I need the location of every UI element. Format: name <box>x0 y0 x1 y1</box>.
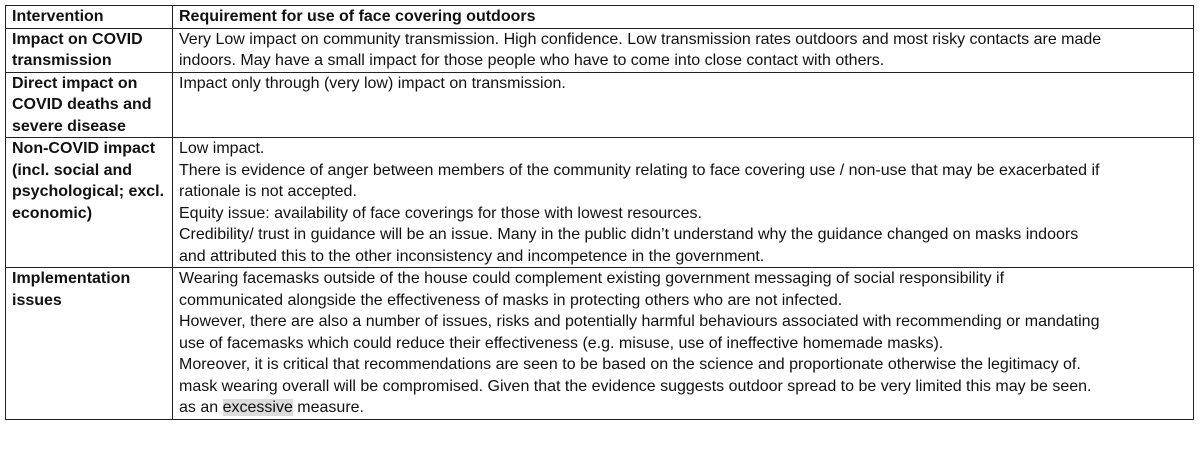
row-content-line: Low impact. <box>179 140 265 157</box>
row-content-cell <box>173 138 1194 268</box>
row-label-cell <box>6 72 173 138</box>
row-content-line: However, there are also a number of issues, risks and potentially harmful behaviours associated with recommending or mandating <box>179 313 1100 330</box>
row-content-line: Wearing facemasks outside of the house could complement existing government messaging of social responsibility if <box>179 270 1005 287</box>
row-content-line: Impact only through (very low) impact on transmission. <box>179 74 566 92</box>
row-label-line: Implementation <box>12 270 131 287</box>
row-content-line: Credibility/ trust in guidance will be an issue. Many in the public didn’t understand why the guidance changed on masks indoors <box>179 226 1079 243</box>
row-content-cell <box>173 72 1194 138</box>
row-label-line: severe disease <box>12 117 126 135</box>
last-line-prefix: as an <box>179 399 223 416</box>
row-content-line: and attributed this to the other inconsistency and incompetence in the government. <box>179 247 765 265</box>
row-content-last-line <box>179 397 1187 419</box>
header-intervention: Intervention <box>6 6 173 29</box>
row-content-line: indoors. May have a small impact for those people who have to come into close contact with others. <box>179 52 885 69</box>
row-label-line: psychological; excl. <box>12 183 165 200</box>
row-label-line: Direct impact on <box>12 74 138 92</box>
row-label-line: Impact on COVID <box>12 30 143 48</box>
row-content-line: use of facemasks which could reduce their effectiveness (e.g. misuse, use of ineffective homemade masks). <box>179 334 944 352</box>
row-label-line: issues <box>12 291 62 309</box>
header-requirement: Requirement for use of face covering outdoors <box>173 6 1194 29</box>
row-content-line: mask wearing overall will be compromised. Given that the evidence suggests outdoor spread to be very limited this may be seen. <box>179 377 1092 395</box>
row-content-line: Equity issue: availability of face coverings for those with lowest resources. <box>179 204 702 222</box>
table-row <box>6 138 1194 268</box>
requirements-table <box>5 5 1194 420</box>
row-content-line: rationale is not accepted. <box>179 183 357 200</box>
row-label-line: Non-COVID impact <box>12 140 156 157</box>
table-row <box>6 268 1194 420</box>
row-content-line: There is evidence of anger between members of the community relating to face covering use / non-use that may be exacerbated if <box>179 161 1100 179</box>
row-label-line: (incl. social and <box>12 161 133 179</box>
row-label-line: COVID deaths and <box>12 96 152 113</box>
last-line-suffix: measure. <box>292 399 364 416</box>
row-label-cell <box>6 138 173 268</box>
row-label-line: economic) <box>12 204 93 222</box>
row-content-line: communicated alongside the effectiveness of masks in protecting others who are not infected. <box>179 291 843 309</box>
row-content-cell <box>173 268 1194 420</box>
row-label-cell <box>6 28 173 72</box>
row-content-line: Moreover, it is critical that recommendations are seen to be based on the science and proportionate otherwise the legitimacy of. <box>179 356 1081 373</box>
table-row <box>6 28 1194 72</box>
row-label-cell <box>6 268 173 420</box>
highlighted-word: excessive <box>222 399 293 416</box>
row-content-line: Very Low impact on community transmission. High confidence. Low transmission rates outdoors and most risky contacts are made <box>179 30 1102 48</box>
row-content-cell <box>173 28 1194 72</box>
table-header-row <box>6 6 1194 29</box>
table-row <box>6 72 1194 138</box>
row-label-line: transmission <box>12 52 112 69</box>
